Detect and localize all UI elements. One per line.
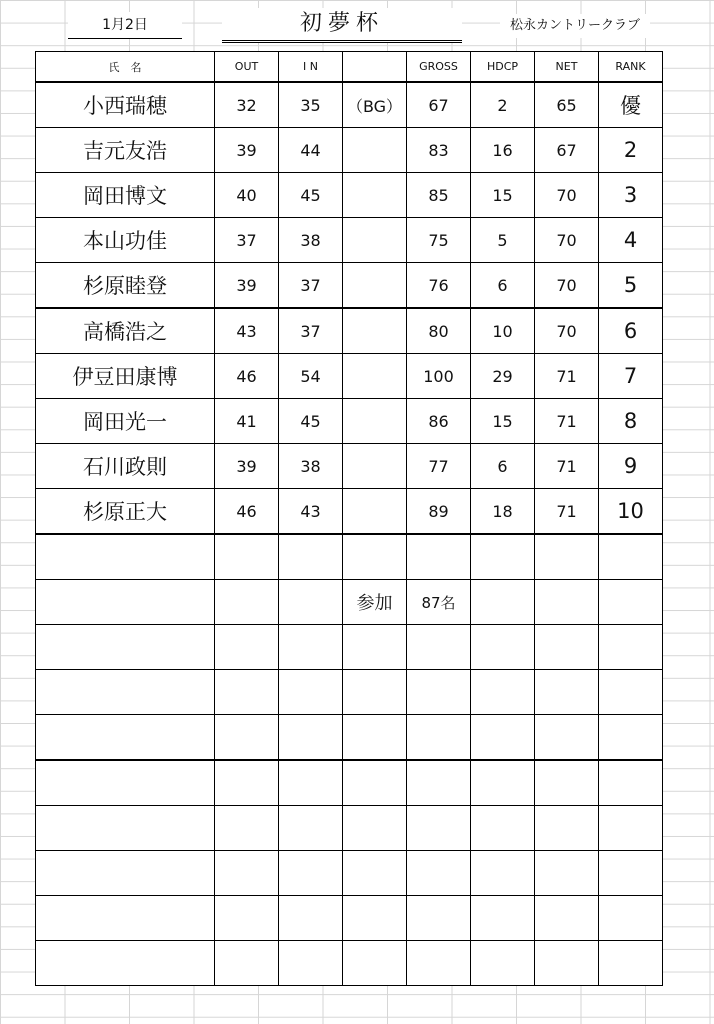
rank: 7 <box>599 354 663 399</box>
empty-cell <box>343 806 407 851</box>
col-header-in: I N <box>279 52 343 83</box>
empty-cell <box>599 851 663 896</box>
empty-cell <box>279 896 343 941</box>
empty-cell <box>471 941 535 986</box>
in-score: 45 <box>279 173 343 218</box>
header-row <box>36 52 663 83</box>
empty-row <box>36 851 663 896</box>
empty-cell <box>599 760 663 806</box>
gross-score: 86 <box>407 399 471 444</box>
handicap: 5 <box>471 218 535 263</box>
tournament-title: 初夢杯 <box>222 8 462 43</box>
empty-cell <box>215 625 279 670</box>
empty-cell <box>535 851 599 896</box>
net-score: 71 <box>535 489 599 535</box>
empty-row <box>36 715 663 761</box>
net-score: 70 <box>535 218 599 263</box>
empty-cell <box>535 534 599 580</box>
empty-cell <box>36 941 215 986</box>
empty-cell <box>343 534 407 580</box>
table-row <box>36 489 663 535</box>
empty-cell <box>471 625 535 670</box>
table-row <box>36 128 663 173</box>
table-row <box>36 399 663 444</box>
table-row <box>36 263 663 309</box>
col-header-rank: RANK <box>599 52 663 83</box>
empty-cell <box>407 896 471 941</box>
out-score: 39 <box>215 128 279 173</box>
empty-cell <box>599 534 663 580</box>
empty-cell <box>215 941 279 986</box>
net-score: 70 <box>535 173 599 218</box>
empty-cell <box>36 715 215 761</box>
empty-cell <box>535 896 599 941</box>
empty-cell <box>36 806 215 851</box>
gross-score: 76 <box>407 263 471 309</box>
empty-cell <box>343 715 407 761</box>
empty-cell <box>599 625 663 670</box>
in-score: 43 <box>279 489 343 535</box>
note-cell <box>343 489 407 535</box>
empty-cell <box>36 851 215 896</box>
empty-cell <box>279 670 343 715</box>
out-score: 46 <box>215 354 279 399</box>
empty-cell <box>279 806 343 851</box>
date-label: 1月2日 <box>68 12 182 39</box>
handicap: 6 <box>471 444 535 489</box>
gross-score: 89 <box>407 489 471 535</box>
empty-cell <box>407 715 471 761</box>
table-row <box>36 444 663 489</box>
gross-score: 77 <box>407 444 471 489</box>
handicap: 16 <box>471 128 535 173</box>
note-cell <box>343 354 407 399</box>
net-score: 71 <box>535 354 599 399</box>
rank: 優 <box>599 82 663 128</box>
gross-score: 80 <box>407 308 471 354</box>
table-row <box>36 308 663 354</box>
handicap: 29 <box>471 354 535 399</box>
table-row <box>36 173 663 218</box>
out-score: 32 <box>215 82 279 128</box>
in-score: 44 <box>279 128 343 173</box>
player-name: 杉原正大 <box>36 489 215 535</box>
empty-cell <box>36 534 215 580</box>
empty-cell <box>471 580 535 625</box>
empty-cell <box>535 806 599 851</box>
note-cell <box>343 218 407 263</box>
gross-score: 83 <box>407 128 471 173</box>
note-cell <box>343 444 407 489</box>
empty-cell <box>471 534 535 580</box>
rank: 8 <box>599 399 663 444</box>
empty-row <box>36 760 663 806</box>
empty-cell <box>407 941 471 986</box>
out-score: 46 <box>215 489 279 535</box>
empty-cell <box>535 625 599 670</box>
col-header-gross: GROSS <box>407 52 471 83</box>
empty-cell <box>599 715 663 761</box>
in-score: 38 <box>279 218 343 263</box>
player-name: 岡田光一 <box>36 399 215 444</box>
rank: 5 <box>599 263 663 309</box>
rank: 3 <box>599 173 663 218</box>
player-name: 本山功佳 <box>36 218 215 263</box>
empty-cell <box>599 941 663 986</box>
empty-cell <box>535 941 599 986</box>
empty-cell <box>343 896 407 941</box>
rank: 10 <box>599 489 663 535</box>
in-score: 54 <box>279 354 343 399</box>
handicap: 2 <box>471 82 535 128</box>
participants-label: 参加 <box>343 580 407 625</box>
out-score: 43 <box>215 308 279 354</box>
handicap: 18 <box>471 489 535 535</box>
gross-score: 85 <box>407 173 471 218</box>
player-name: 高橋浩之 <box>36 308 215 354</box>
empty-cell <box>36 580 215 625</box>
empty-cell <box>535 580 599 625</box>
table-row <box>36 82 663 128</box>
in-score: 38 <box>279 444 343 489</box>
empty-cell <box>471 851 535 896</box>
player-name: 吉元友浩 <box>36 128 215 173</box>
empty-cell <box>279 851 343 896</box>
empty-cell <box>215 806 279 851</box>
empty-cell <box>471 760 535 806</box>
empty-cell <box>407 806 471 851</box>
empty-cell <box>343 670 407 715</box>
club-name: 松永カントリークラブ <box>500 14 650 38</box>
empty-cell <box>407 534 471 580</box>
col-header-out: OUT <box>215 52 279 83</box>
player-name: 石川政則 <box>36 444 215 489</box>
empty-cell <box>343 625 407 670</box>
empty-cell <box>407 760 471 806</box>
rank: 4 <box>599 218 663 263</box>
rank: 2 <box>599 128 663 173</box>
in-score: 35 <box>279 82 343 128</box>
empty-cell <box>599 806 663 851</box>
col-header-name: 氏 名 <box>36 52 215 83</box>
empty-cell <box>535 760 599 806</box>
note-cell: （BG） <box>343 82 407 128</box>
results-table <box>35 51 663 986</box>
out-score: 41 <box>215 399 279 444</box>
empty-cell <box>471 896 535 941</box>
empty-cell <box>535 715 599 761</box>
empty-cell <box>279 625 343 670</box>
empty-cell <box>215 896 279 941</box>
empty-row <box>36 670 663 715</box>
empty-row <box>36 580 663 625</box>
empty-row <box>36 625 663 670</box>
player-name: 岡田博文 <box>36 173 215 218</box>
in-score: 37 <box>279 308 343 354</box>
empty-cell <box>36 896 215 941</box>
handicap: 15 <box>471 173 535 218</box>
net-score: 65 <box>535 82 599 128</box>
empty-cell <box>215 851 279 896</box>
empty-row <box>36 534 663 580</box>
note-cell <box>343 399 407 444</box>
empty-cell <box>599 670 663 715</box>
rank: 9 <box>599 444 663 489</box>
empty-cell <box>599 896 663 941</box>
player-name: 小西瑞穂 <box>36 82 215 128</box>
empty-cell <box>36 760 215 806</box>
empty-cell <box>599 580 663 625</box>
empty-cell <box>343 851 407 896</box>
empty-cell <box>407 851 471 896</box>
empty-row <box>36 806 663 851</box>
empty-cell <box>343 760 407 806</box>
net-score: 71 <box>535 399 599 444</box>
empty-cell <box>535 670 599 715</box>
gross-score: 100 <box>407 354 471 399</box>
handicap: 15 <box>471 399 535 444</box>
gross-score: 67 <box>407 82 471 128</box>
col-header-net: NET <box>535 52 599 83</box>
note-cell <box>343 263 407 309</box>
empty-cell <box>279 534 343 580</box>
note-cell <box>343 308 407 354</box>
empty-cell <box>279 715 343 761</box>
empty-cell <box>279 580 343 625</box>
in-score: 37 <box>279 263 343 309</box>
table-row <box>36 218 663 263</box>
empty-cell <box>215 760 279 806</box>
empty-cell <box>215 580 279 625</box>
out-score: 40 <box>215 173 279 218</box>
empty-cell <box>279 941 343 986</box>
empty-cell <box>471 806 535 851</box>
empty-cell <box>471 670 535 715</box>
empty-cell <box>343 941 407 986</box>
rank: 6 <box>599 308 663 354</box>
player-name: 杉原睦登 <box>36 263 215 309</box>
empty-row <box>36 941 663 986</box>
out-score: 39 <box>215 444 279 489</box>
net-score: 67 <box>535 128 599 173</box>
table-row <box>36 354 663 399</box>
player-name: 伊豆田康博 <box>36 354 215 399</box>
empty-cell <box>36 670 215 715</box>
handicap: 6 <box>471 263 535 309</box>
empty-cell <box>215 534 279 580</box>
empty-cell <box>279 760 343 806</box>
note-cell <box>343 173 407 218</box>
net-score: 71 <box>535 444 599 489</box>
in-score: 45 <box>279 399 343 444</box>
net-score: 70 <box>535 308 599 354</box>
participants-count: 87名 <box>407 580 471 625</box>
empty-cell <box>407 625 471 670</box>
net-score: 70 <box>535 263 599 309</box>
note-cell <box>343 128 407 173</box>
empty-row <box>36 896 663 941</box>
handicap: 10 <box>471 308 535 354</box>
empty-cell <box>215 715 279 761</box>
out-score: 37 <box>215 218 279 263</box>
empty-cell <box>36 625 215 670</box>
out-score: 39 <box>215 263 279 309</box>
gross-score: 75 <box>407 218 471 263</box>
empty-cell <box>215 670 279 715</box>
col-header-hdcp: HDCP <box>471 52 535 83</box>
col-header-note <box>343 52 407 83</box>
empty-cell <box>471 715 535 761</box>
empty-cell <box>407 670 471 715</box>
